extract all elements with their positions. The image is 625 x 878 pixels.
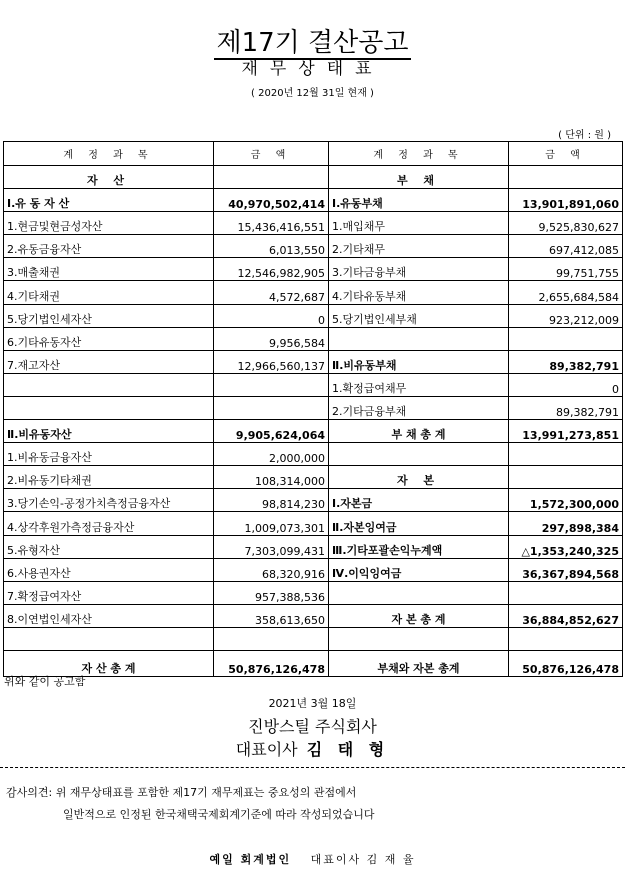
left-account: 3.매출채권 (4, 258, 214, 281)
header-amount-left: 금 액 (214, 142, 329, 166)
table-row (4, 466, 623, 489)
notice-title: 제17기 결산공고 (216, 28, 409, 58)
table-header-row (4, 142, 623, 166)
table-row (4, 327, 623, 350)
left-account: 2.유동금융자산 (4, 235, 214, 258)
right-amount: 2,655,684,584 (509, 281, 623, 304)
right-account: Ⅰ.유동부채 (329, 189, 509, 212)
right-account: Ⅲ.기타포괄손익누계액 (329, 535, 509, 558)
right-account: 1.확정급여채무 (329, 373, 509, 396)
right-amount: 50,876,126,478 (509, 650, 623, 676)
header-account-right: 계 정 과 목 (329, 142, 509, 166)
left-account: 7.재고자산 (4, 350, 214, 373)
right-account: Ⅱ.비유동부채 (329, 350, 509, 373)
left-amount: 957,388,536 (214, 581, 329, 604)
left-account: 1.비유동금융자산 (4, 443, 214, 466)
left-account: Ⅰ.유 동 자 산 (4, 189, 214, 212)
right-amount (509, 443, 623, 466)
right-account: 4.기타유동부채 (329, 281, 509, 304)
table-row (4, 373, 623, 396)
left-account: 4.기타채권 (4, 281, 214, 304)
table-row (4, 558, 623, 581)
left-account: 2.비유동기타채권 (4, 466, 214, 489)
right-account: Ⅰ.자본금 (329, 489, 509, 512)
table-row (4, 627, 623, 650)
left-amount: 358,613,650 (214, 604, 329, 627)
notice-statement: 위와 같이 공고함 (4, 675, 86, 688)
left-account (4, 627, 214, 650)
table-row (4, 650, 623, 676)
left-amount: 9,956,584 (214, 327, 329, 350)
left-account: Ⅱ.비유동자산 (4, 420, 214, 443)
left-amount: 50,876,126,478 (214, 650, 329, 676)
auditor-line (0, 851, 625, 867)
right-amount: 923,212,009 (509, 304, 623, 327)
right-amount (509, 627, 623, 650)
table-row (4, 166, 623, 189)
right-account: 2.기타금융부채 (329, 396, 509, 419)
right-amount: 99,751,755 (509, 258, 623, 281)
right-account: Ⅱ.자본잉여금 (329, 512, 509, 535)
left-account (4, 373, 214, 396)
left-amount: 9,905,624,064 (214, 420, 329, 443)
header-account-left: 계 정 과 목 (4, 142, 214, 166)
right-amount: 13,901,891,060 (509, 189, 623, 212)
table-row (4, 443, 623, 466)
left-amount (214, 627, 329, 650)
right-amount: 9,525,830,627 (509, 212, 623, 235)
left-amount: 0 (214, 304, 329, 327)
left-account: 3.당기손익-공정가치측정금융자산 (4, 489, 214, 512)
left-account: 7.확정급여자산 (4, 581, 214, 604)
right-amount: 697,412,085 (509, 235, 623, 258)
right-account (329, 443, 509, 466)
right-amount: 36,367,894,568 (509, 558, 623, 581)
left-account: 4.상각후원가측정금융자산 (4, 512, 214, 535)
right-account: 부채와 자본 총계 (329, 650, 509, 676)
left-amount (214, 373, 329, 396)
table-row (4, 189, 623, 212)
right-account (329, 581, 509, 604)
left-account: 6.기타유동자산 (4, 327, 214, 350)
header-amount-right: 금 액 (509, 142, 623, 166)
left-account: 자 산 (4, 166, 214, 189)
ceo-title: 대표이사 (235, 740, 298, 759)
left-amount: 7,303,099,431 (214, 535, 329, 558)
left-account: 6.사용권자산 (4, 558, 214, 581)
right-account (329, 327, 509, 350)
right-account: 부 채 총 계 (329, 420, 509, 443)
left-amount: 15,436,416,551 (214, 212, 329, 235)
right-account: Ⅳ.이익잉여금 (329, 558, 509, 581)
left-amount: 68,320,916 (214, 558, 329, 581)
right-amount (509, 466, 623, 489)
balance-sheet-table (3, 141, 623, 677)
right-account: 2.기타채무 (329, 235, 509, 258)
right-amount: 1,572,300,000 (509, 489, 623, 512)
table-row (4, 281, 623, 304)
table-row (4, 535, 623, 558)
left-account: 8.이연법인세자산 (4, 604, 214, 627)
audit-opinion-line2: 일반적으로 인정된 한국채택국제회계기준에 따라 작성되었습니다 (63, 808, 375, 821)
left-amount: 2,000,000 (214, 443, 329, 466)
left-amount: 40,970,502,414 (214, 189, 329, 212)
table-row (4, 304, 623, 327)
unit-label: ( 단위 : 원 ) (558, 130, 611, 141)
ceo-name: 김 태 형 (306, 740, 390, 759)
table-row (4, 604, 623, 627)
left-amount (214, 396, 329, 419)
statement-title: 재무상태표 (241, 59, 384, 79)
right-account: 1.매입채무 (329, 212, 509, 235)
signature-date: 2021년 3월 18일 (268, 697, 357, 710)
right-amount (509, 166, 623, 189)
table-row (4, 350, 623, 373)
left-amount: 4,572,687 (214, 281, 329, 304)
left-account (4, 396, 214, 419)
right-account (329, 627, 509, 650)
right-account: 부 채 (329, 166, 509, 189)
right-account: 자 본 (329, 466, 509, 489)
right-amount: 36,884,852,627 (509, 604, 623, 627)
right-amount: 13,991,273,851 (509, 420, 623, 443)
auditor-firm: 예일 회계법인 (209, 853, 292, 866)
divider (0, 767, 625, 768)
left-amount: 1,009,073,301 (214, 512, 329, 535)
left-amount: 98,814,230 (214, 489, 329, 512)
as-of-date: ( 2020년 12월 31일 현재 ) (251, 88, 374, 99)
right-amount (509, 581, 623, 604)
right-amount: △1,353,240,325 (509, 535, 623, 558)
left-account: 1.현금및현금성자산 (4, 212, 214, 235)
right-account: 5.당기법인세부채 (329, 304, 509, 327)
table-row (4, 512, 623, 535)
right-amount: 89,382,791 (509, 350, 623, 373)
left-account: 자 산 총 계 (4, 650, 214, 676)
right-amount (509, 327, 623, 350)
left-amount: 6,013,550 (214, 235, 329, 258)
table-row (4, 212, 623, 235)
right-amount: 0 (509, 373, 623, 396)
right-amount: 297,898,384 (509, 512, 623, 535)
table-row (4, 581, 623, 604)
table-row (4, 396, 623, 419)
left-amount: 12,966,560,137 (214, 350, 329, 373)
right-account: 3.기타금융부채 (329, 258, 509, 281)
table-row (4, 258, 623, 281)
table-row (4, 420, 623, 443)
audit-opinion-line1: 감사의견: 위 재무상태표를 포함한 제17기 재무제표는 중요성의 관점에서 (6, 786, 357, 799)
auditor-rep: 대표이사 김 재 율 (310, 853, 416, 866)
left-account: 5.당기법인세자산 (4, 304, 214, 327)
right-account: 자 본 총 계 (329, 604, 509, 627)
table-row (4, 489, 623, 512)
ceo-line (0, 737, 625, 760)
right-amount: 89,382,791 (509, 396, 623, 419)
company-name: 진방스틸 주식회사 (248, 717, 377, 736)
left-amount (214, 166, 329, 189)
left-amount: 108,314,000 (214, 466, 329, 489)
table-row (4, 235, 623, 258)
left-account: 5.유형자산 (4, 535, 214, 558)
left-amount: 12,546,982,905 (214, 258, 329, 281)
